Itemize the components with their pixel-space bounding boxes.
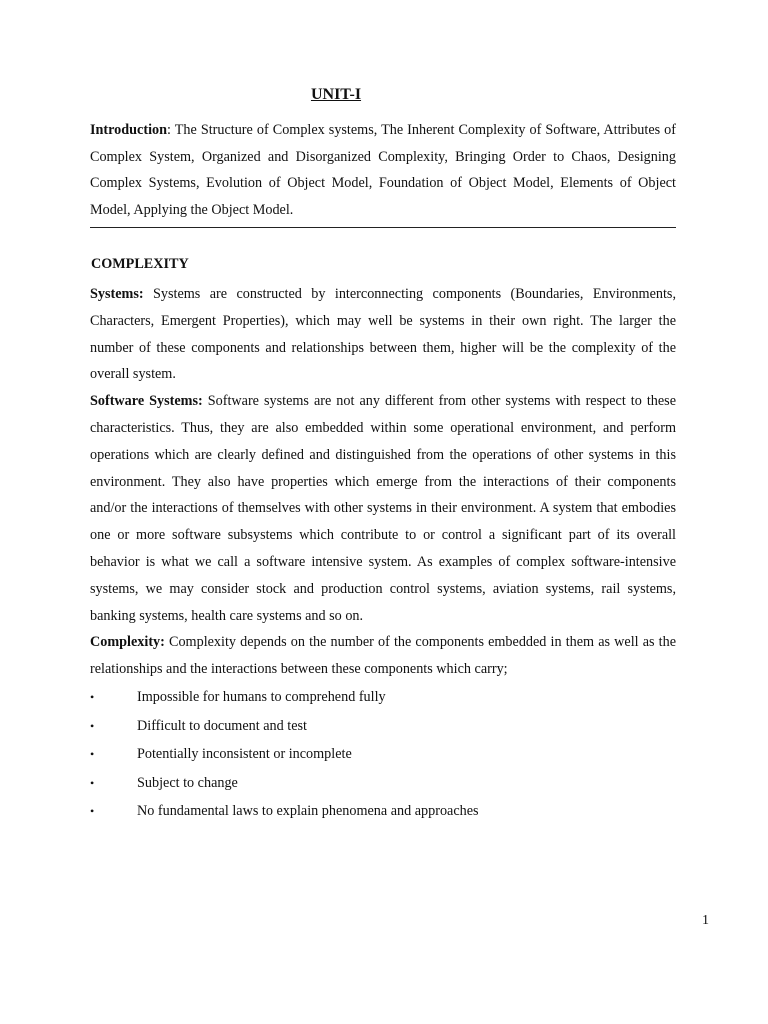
software-systems-text: Software systems are not any different from other systems with respect to these characteristics. Thus, they are also embedded within some operational environment, and perform operations which are clearly defined and distinguished from the operations of other systems in this environment. They also have properties which emerge from the interactions of their components and/or the interactions of themselves with other systems in their environment. A system that embodies one or more software subsystems which contribute to or control a significant part of its overall behavior is what we call a software intensive system. As examples of complex software-intensive systems, we may consider stock and production control systems, aviation systems, rail systems, banking systems, health care systems and so on. [90,393,677,624]
unit-title: UNIT-I [310,86,362,103]
page-number: 1 [702,913,709,928]
horizontal-rule [90,227,676,228]
document-page [90,0,709,1024]
bullet-icon: • [90,747,95,762]
body-text [90,281,676,826]
software-systems-paragraph [90,388,676,629]
software-systems-label: Software Systems: [90,393,203,410]
section-heading-complexity: COMPLEXITY [91,256,189,272]
list-item-text: Subject to change [137,774,238,791]
list-item [90,769,676,798]
introduction-text: : The Structure of Complex systems, The Inherent Complexity of Software, Attributes of Complex System, Organized and Disorganized Complexity, Bringing Order to Chaos, Designing Complex Systems, Evolution of Object Model, Foundation of Object Model, Elements of Object Model, Applying the Object Model. [90,122,676,218]
introduction-label: Introduction [90,122,167,138]
list-item-text: Impossible for humans to comprehend fully [137,688,386,705]
complexity-label: Complexity: [90,634,165,651]
list-item [90,740,676,769]
systems-text: Systems are constructed by interconnecting components (Boundaries, Environments, Characters, Emergent Properties), which may well be systems in their own right. The larger the number of these components and relationships between them, higher will be the complexity of the overall system. [90,286,676,383]
systems-paragraph [90,281,676,388]
systems-label: Systems: [90,286,144,302]
bullet-icon: • [90,804,95,819]
list-item [90,712,676,741]
bullet-icon: • [90,775,95,790]
list-item [90,797,676,826]
introduction-paragraph [90,117,676,223]
list-item [90,683,676,712]
list-item-text: Potentially inconsistent or incomplete [137,746,352,763]
bullet-icon: • [90,718,95,733]
list-item-text: No fundamental laws to explain phenomena and approaches [137,803,479,820]
list-item-text: Difficult to document and test [137,717,307,734]
bullet-icon: • [90,689,95,704]
complexity-paragraph [90,629,676,683]
complexity-bullet-list [90,683,676,826]
complexity-text: Complexity depends on the number of the components embedded in them as well as the relationships and the interactions between these components which carry; [90,634,676,678]
